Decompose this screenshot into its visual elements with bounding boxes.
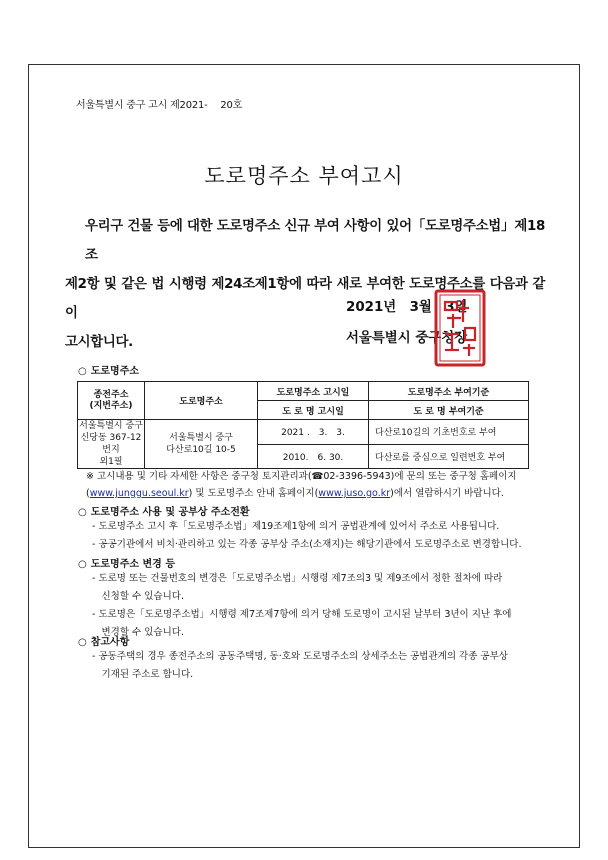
cell-road-notice-date: 2010. 6. 30. [258,444,369,469]
header-new-address: 도로명주소 [145,382,258,420]
cell-address-basis: 다산로10길의 기초번호로 부여 [369,420,529,445]
section-heading-road-address [78,362,139,377]
section-heading-change [78,555,175,570]
bullet-icon: ○ [78,559,87,570]
signer-name: 서울특별시 중구청장 [346,331,468,346]
list-item: - 공동주택의 경우 종전주소의 공동주택명, 동·호와 도로명주소의 상세주소는 공법관계의 각종 공부상 [92,651,508,662]
list-item: - 도로명주소 고시 후「도로명주소법」제19조제1항에 의거 공법관계에 있어서 주소로 사용됩니다. [92,521,500,532]
notice-number: 서울특별시 중구 고시 제2021- 20호 [76,100,243,111]
header-address-notice-date: 도로명주소 고시일 [258,382,369,401]
body-line-1: 우리구 건물 등에 대한 도로명주소 신규 부여 사항이 있어「도로명주소법」제18조 [85,219,545,263]
juso-homepage-link[interactable]: www.juso.go.kr [318,488,391,499]
page-title: 도로명주소 부여고시 [204,164,404,188]
note-text-3: 에서 열람하시기 바랍니다. [393,488,504,499]
body-line-2: 제2항 및 같은 법 시행령 제24조제1항에 따라 새로 부여한 도로명주소를 다음과 같이 [65,277,545,321]
official-seal-icon [433,288,487,368]
section-heading-text: 참고사항 [90,637,130,648]
cell-new-address: 서울특별시 중구 다산로10길 10-5 [145,420,258,469]
note-text-2: 및 도로명주소 안내 홈페이지 [195,488,315,499]
notice-date: 2021년 3월 3일 [346,300,468,315]
list-item: - 도로명 또는 건물번호의 변경은「도로명주소법」시행령 제7조의3 및 제9조에서 정한 절차에 따라 [92,573,503,584]
note-symbol: ※ [86,471,94,482]
header-road-notice-date: 도 로 명 고시일 [258,401,369,420]
list-item: 기재된 주소로 합니다. [92,669,194,680]
list-item: - 도로명은「도로명주소법」시행령 제7조제7항에 의거 당해 도로명이 고시된 날부터 3년이 지난 후에 [92,609,512,620]
bullet-icon: ○ [78,366,87,377]
section-heading-text: 도로명주소 사용 및 공부상 주소전환 [90,507,250,518]
header-address-basis: 도로명주소 부여기준 [369,382,529,401]
section-heading-text: 도로명주소 [90,366,140,377]
list-item: - 공공기관에서 비치·관리하고 있는 각종 공부상 주소(소재지)는 해당기관에서 도로명주소로 변경합니다. [92,539,522,550]
list-item: 신청할 수 있습니다. [92,591,184,602]
section-heading-reference [78,633,129,648]
section-heading-text: 도로명주소 변경 등 [90,559,175,570]
note-text-1: 고시내용 및 기타 자세한 사항은 중구청 토지관리과(☎02-3396-5943)에 문의 또는 중구청 홈페이지 [97,471,517,482]
section-heading-usage [78,503,250,518]
body-line-3: 고시합니다. [65,335,133,350]
list-item: 변경할 수 있습니다. [92,627,184,638]
bullet-icon: ○ [78,507,87,518]
cell-address-notice-date: 2021 . 3. 3. [258,420,369,445]
cell-road-basis: 다산로를 중심으로 일련번호 부여 [369,444,529,469]
header-old-address: 종전주소 (지번주소) [78,382,145,420]
header-road-basis: 도 로 명 부여기준 [369,401,529,420]
cell-old-address: 서울특별시 중구 신당동 367-12번지 외1필 [79,421,143,467]
bullet-icon: ○ [78,637,87,648]
address-table [77,381,529,469]
junggu-homepage-link[interactable]: www.junggu.seoul.kr [89,488,189,499]
inquiry-note: ※ 고시내용 및 기타 자세한 사항은 중구청 토지관리과(☎02-3396-5943)에 문의 또는 중구청 홈페이지 (www.junggu.seoul.kr) 및 도로명주소 안내 홈페이지(www.juso.go.kr)에서 열람하시기 바랍니다. [86,471,517,499]
